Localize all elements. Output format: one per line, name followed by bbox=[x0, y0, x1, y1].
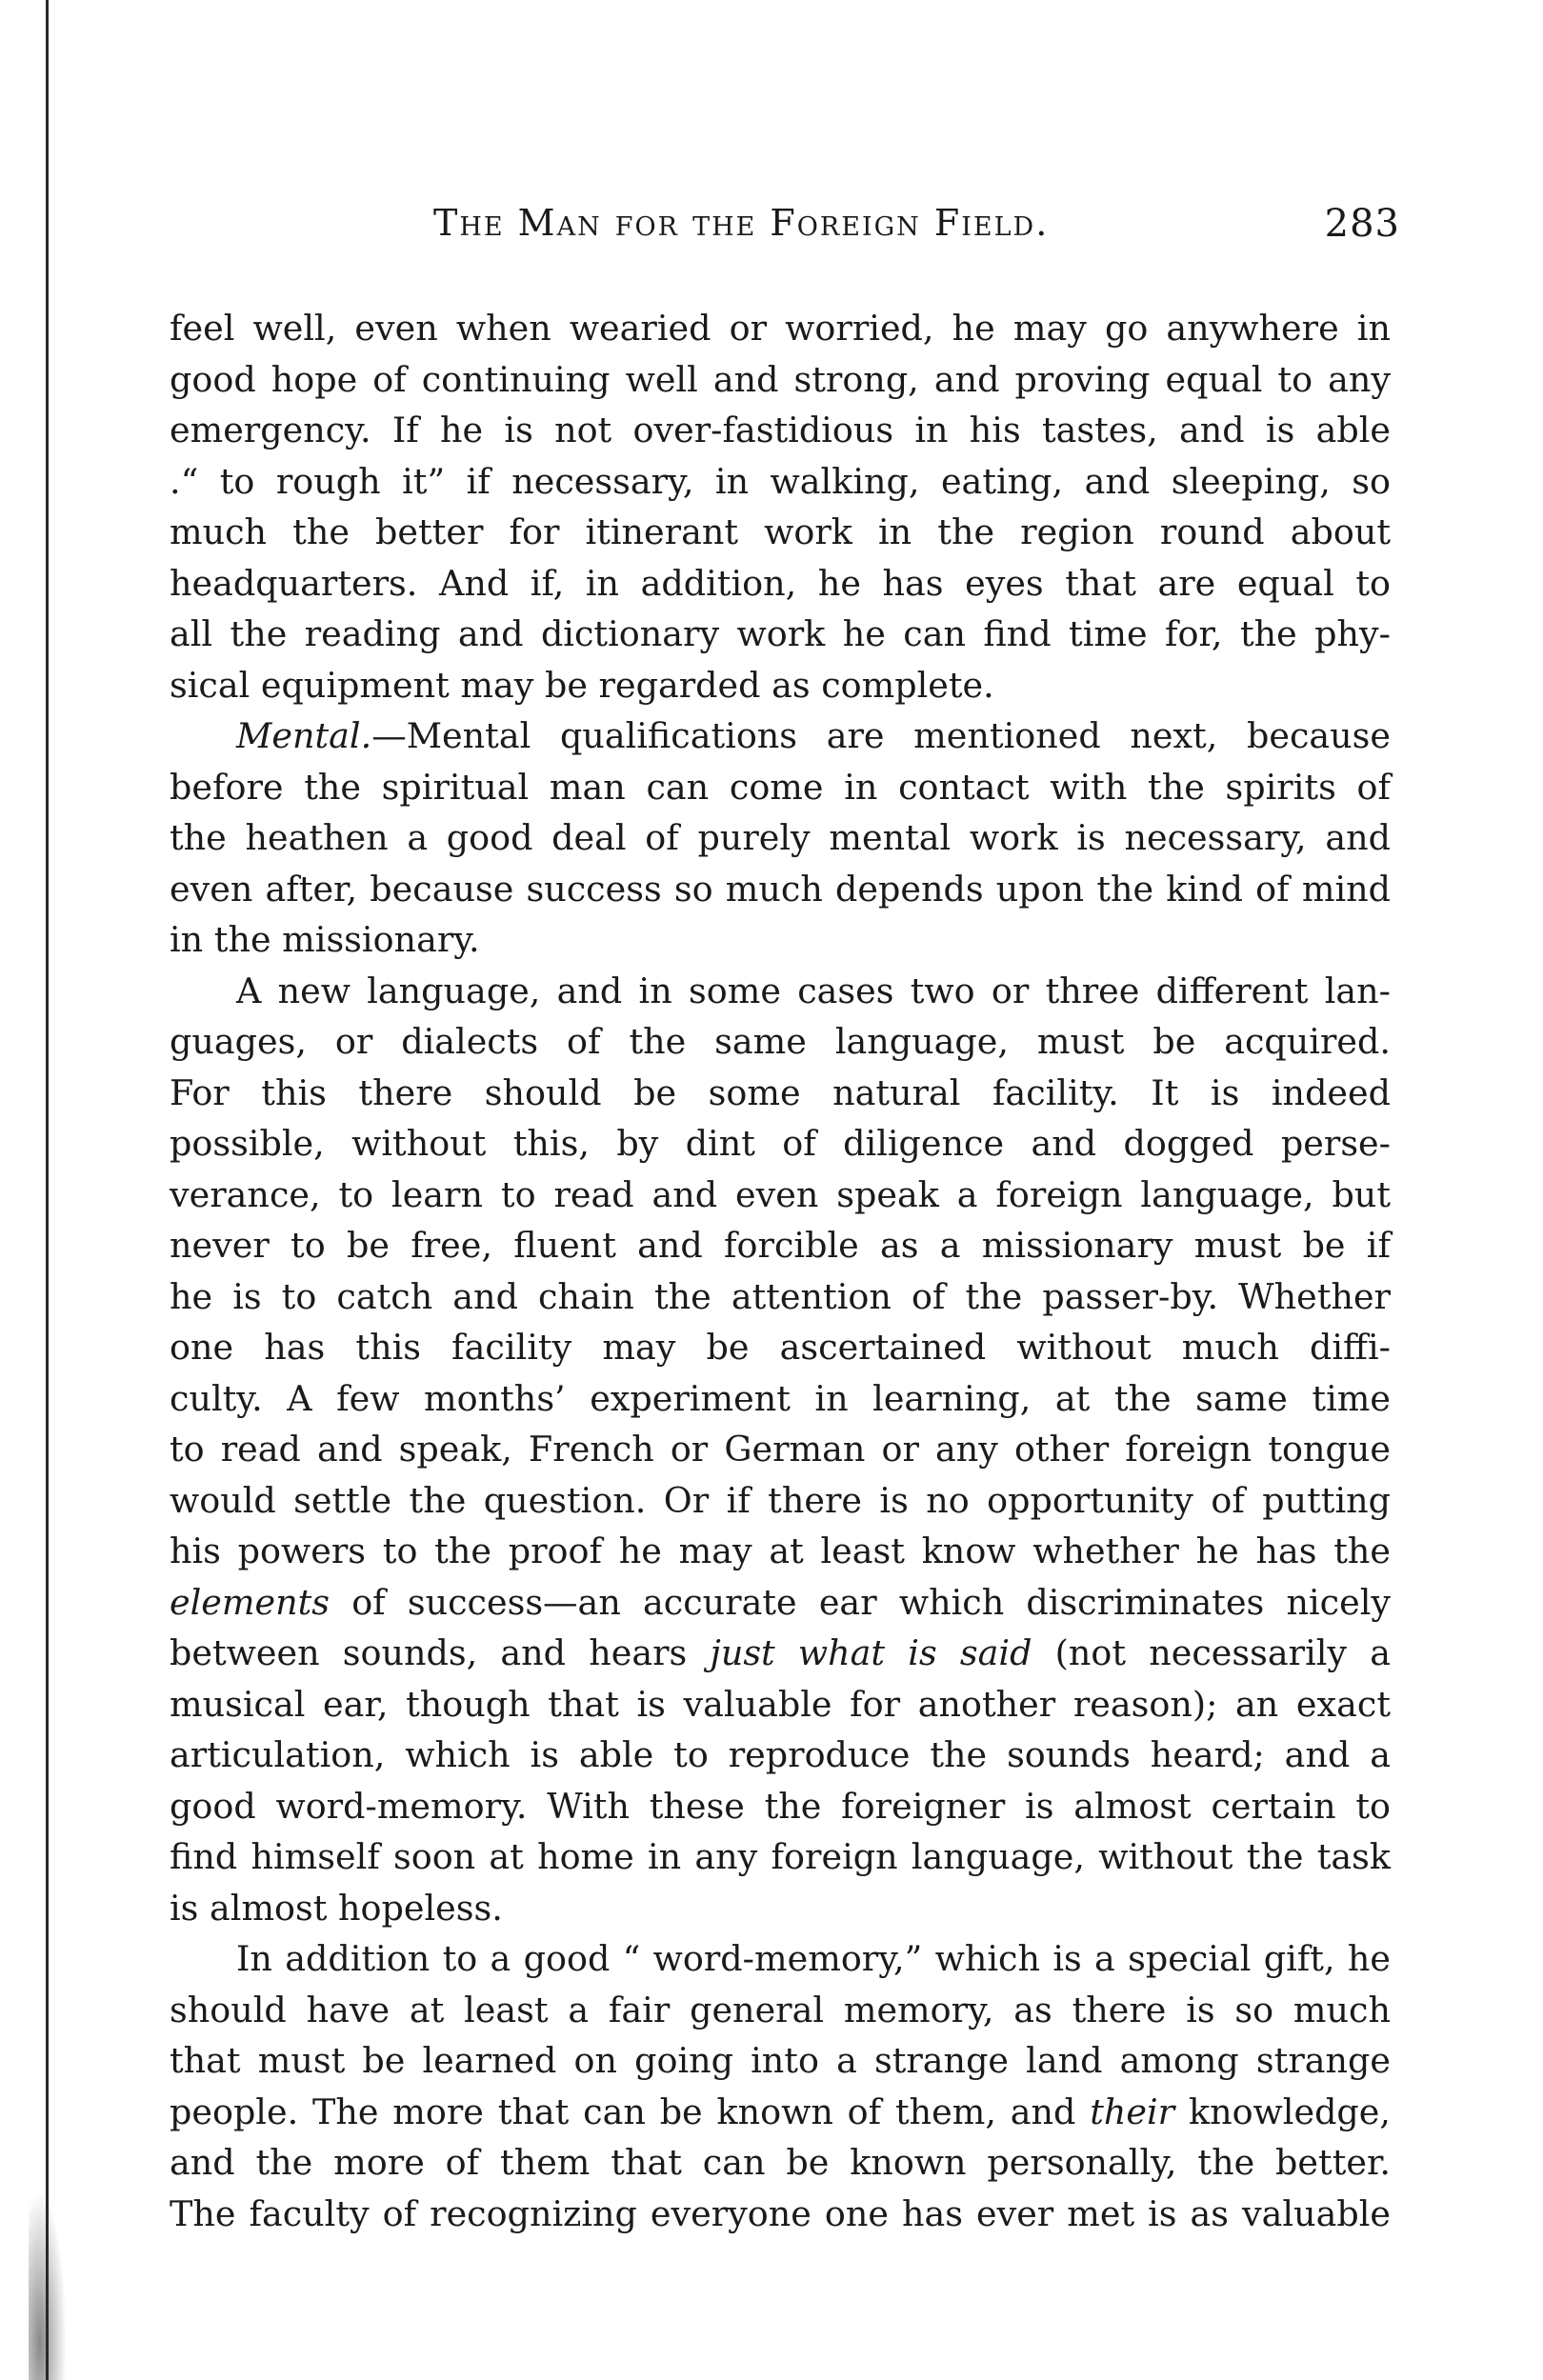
text-span: —Mental qualifications are mentioned next, because bbox=[371, 715, 1391, 756]
text-line: guages, or dialects of the same language, must be acquired. bbox=[170, 1021, 1391, 1062]
text-line: is almost hopeless. bbox=[170, 1887, 503, 1929]
text-line: all the reading and dictionary work he can find time for, the phy- bbox=[170, 613, 1391, 654]
text-line: emergency. If he is not over-fastidious in his tastes, and is able bbox=[170, 410, 1391, 450]
text-span: between sounds, and hears bbox=[170, 1632, 711, 1673]
text-span: people. The more that can be known of them, and bbox=[170, 2090, 1091, 2132]
text-span: (not necessarily a bbox=[1032, 1632, 1391, 1673]
running-head bbox=[171, 202, 1400, 259]
text-span: of success—an accurate ear which discriminates nicely bbox=[330, 1581, 1391, 1623]
text-line: culty. A few months’ experiment in learning, at the same time bbox=[170, 1377, 1391, 1419]
text-line-section-heading bbox=[170, 710, 1391, 762]
text-line: the heathen a good deal of purely mental work is necessary, and bbox=[170, 817, 1391, 858]
text-line: would settle the question. Or if there is no opportunity of putting bbox=[170, 1479, 1391, 1521]
text-line: much the better for itinerant work in the region round about bbox=[170, 511, 1391, 552]
italic-span: their bbox=[1090, 2090, 1175, 2132]
text-line: possible, without this, by dint of diligence and dogged perse- bbox=[170, 1123, 1391, 1164]
running-title: The Man for the Foreign Field. bbox=[433, 202, 1050, 244]
text-line: that must be learned on going into a strange land among strange bbox=[170, 2040, 1391, 2081]
italic-span: elements bbox=[170, 1581, 330, 1623]
text-line: For this there should be some natural facility. It is indeed bbox=[170, 1071, 1391, 1113]
text-line: find himself soon at home in any foreign language, without the task bbox=[170, 1836, 1391, 1877]
text-line: should have at least a fair general memory, as there is so much bbox=[170, 1989, 1391, 2030]
text-line: never to be free, fluent and forcible as a missionary must be if bbox=[170, 1225, 1391, 1266]
text-line: his powers to the proof he may at least know whether he has the bbox=[170, 1530, 1391, 1571]
text-line: and the more of them that can be known personally, the better. bbox=[170, 2142, 1391, 2183]
text-line: verance, to learn to read and even speak a foreign language, but bbox=[170, 1173, 1391, 1215]
text-line: good hope of continuing well and strong, and proving equal to any bbox=[170, 358, 1391, 400]
text-line: he is to catch and chain the attention of the passer-by. Whether bbox=[170, 1275, 1391, 1317]
text-line: musical ear, though that is valuable for another reason); an exact bbox=[170, 1683, 1391, 1725]
text-line: one has this facility may be ascertained without much diffi- bbox=[170, 1327, 1391, 1368]
text-line bbox=[170, 1628, 1391, 1679]
text-line: The faculty of recognizing everyone one has ever met is as valuable bbox=[170, 2192, 1391, 2234]
text-line bbox=[170, 2087, 1391, 2138]
text-line bbox=[170, 1577, 1391, 1629]
italic-span: just what is said bbox=[710, 1632, 1032, 1673]
text-line: .“ to rough it” if necessary, in walking, eating, and sleeping, so bbox=[170, 460, 1391, 502]
text-line: before the spiritual man can come in contact with the spirits of bbox=[170, 766, 1391, 808]
text-line: in the missionary. bbox=[170, 919, 480, 960]
section-heading-italic: Mental. bbox=[236, 715, 372, 756]
binding-smudge bbox=[29, 2190, 67, 2380]
text-line: even after, because success so much depends upon the kind of mind bbox=[170, 868, 1391, 910]
page-number: 283 bbox=[1324, 202, 1400, 246]
binding-edge bbox=[46, 0, 49, 2380]
text-line: sical equipment may be regarded as complete. bbox=[170, 664, 994, 706]
text-line: headquarters. And if, in addition, he has eyes that are equal to bbox=[170, 562, 1391, 604]
text-line: In addition to a good “ word-memory,” which is a special gift, he bbox=[236, 1938, 1391, 1979]
text-line: feel well, even when wearied or worried, he may go anywhere in bbox=[170, 308, 1391, 349]
text-line: A new language, and in some cases two or three different lan- bbox=[236, 970, 1391, 1011]
text-line: good word-memory. With these the foreigner is almost certain to bbox=[170, 1785, 1391, 1827]
text-line: to read and speak, French or German or any other foreign tongue bbox=[170, 1429, 1391, 1470]
text-span: knowledge, bbox=[1174, 2090, 1391, 2132]
body-text bbox=[170, 303, 1391, 2239]
text-line: articulation, which is able to reproduce the sounds heard; and a bbox=[170, 1734, 1391, 1775]
